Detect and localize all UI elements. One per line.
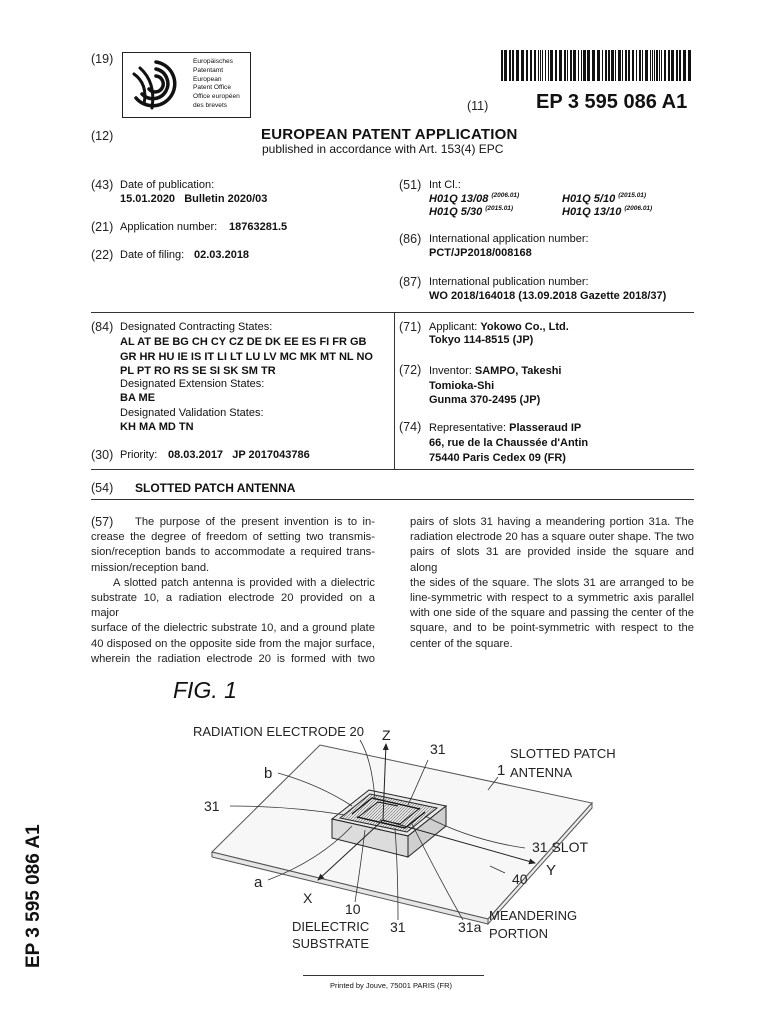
- inid-84: (84): [91, 320, 114, 334]
- designated-states-value: AL AT BE BG CH CY CZ DE DK EE ES FI FR GB GR HR HU IE IS IT LI LT LU LV MC MK MT NL NO PL PT RO RS SE SI SK SM TR: [120, 336, 373, 377]
- document-subtitle: published in accordance with Art. 153(4) EPC: [262, 142, 504, 156]
- inid-12: (12): [91, 129, 114, 143]
- extension-states-value: BA ME: [120, 392, 156, 404]
- footer-divider: [303, 975, 484, 976]
- logo-text-1: Europäisches: [193, 58, 233, 65]
- document-type: EUROPEAN PATENT APPLICATION: [261, 126, 518, 143]
- inid-19: (19): [91, 52, 114, 66]
- ipc-code-4: H01Q 13/10 $^{(2006.01)}$: [562, 205, 653, 218]
- label-40: 40: [512, 871, 528, 887]
- inid-71: (71): [399, 320, 422, 334]
- label-antenna: ANTENNA: [510, 765, 573, 780]
- label-y: Y: [546, 862, 557, 879]
- intl-publication-label: International publication number:: [429, 276, 589, 288]
- ipc-code-2: H01Q 5/10 $^{(2015.01)}$: [562, 192, 647, 205]
- inid-11: (11): [467, 99, 489, 113]
- logo-text-2: Patentamt: [193, 66, 224, 74]
- priority-value: 08.03.2017 JP 2017043786: [168, 449, 310, 461]
- inid-86: (86): [399, 232, 422, 246]
- label-1: 1: [497, 762, 506, 779]
- inid-22: (22): [91, 248, 114, 262]
- ipc-code-3: H01Q 5/30 $^{(2015.01)}$: [429, 205, 514, 218]
- application-number-value: 18763281.5: [229, 221, 288, 233]
- inid-74: (74): [399, 420, 422, 434]
- abstract-right-column: pairs of slots 31 having a meandering portion 31a. The radiation electrode 20 has a square outer shape. The two pairs of slots 31 are provided inside the square and along the sides of the square. The slots 31 are arranged to be line-symmetric with respect to a symmetric axis parallel with one side of the square and passing the center of the square, and to be point-symmetric with respect to the center of the square.: [410, 516, 694, 650]
- inid-87: (87): [399, 275, 422, 289]
- inventor: Inventor: SAMPO, Takeshi Tomioka-Shi Gunma 370-2495 (JP): [429, 365, 562, 406]
- label-x: X: [303, 890, 313, 906]
- intl-application-value: PCT/JP2018/008168: [429, 247, 532, 259]
- logo-text-4: Patent Office: [193, 84, 231, 92]
- label-portion: PORTION: [489, 926, 548, 941]
- designated-states-label: Designated Contracting States:: [120, 321, 273, 333]
- publication-number: EP 3 595 086 A1: [536, 91, 688, 113]
- label-b: b: [264, 765, 273, 782]
- application-number-label: Application number:: [120, 221, 218, 233]
- label-slotted-patch: SLOTTED PATCH: [510, 746, 616, 761]
- int-cl-label: Int Cl.:: [429, 179, 461, 191]
- applicant: Applicant: Yokowo Co., Ltd. Tokyo 114-8515 (JP): [429, 321, 569, 346]
- representative: Representative: Plasseraud IP 66, rue de la Chaussée d'Antin 75440 Paris Cedex 09 (FR): [429, 422, 589, 464]
- label-radiation-electrode: RADIATION ELECTRODE 20: [193, 724, 364, 739]
- inid-21: (21): [91, 220, 114, 234]
- inid-30: (30): [91, 448, 114, 462]
- side-publication-number: EP 3 595 086 A1: [23, 824, 44, 968]
- invention-title: SLOTTED PATCH ANTENNA: [135, 481, 296, 495]
- publication-date-value: 15.01.2020 Bulletin 2020/03: [120, 193, 268, 205]
- logo-text-6: des brevets: [193, 101, 228, 109]
- filing-date-label: Date of filing:: [120, 249, 185, 261]
- label-31a: 31a: [458, 919, 482, 935]
- inid-57: (57): [91, 515, 114, 529]
- label-dielectric: DIELECTRIC: [292, 919, 370, 934]
- logo-text-5: Office européen: [193, 93, 240, 101]
- inid-43: (43): [91, 178, 114, 192]
- label-31-slot: 31 SLOT: [532, 839, 589, 855]
- label-31-top: 31: [430, 741, 446, 757]
- abstract-left-column: The purpose of the present invention is to in- crease the degree of freedom of setting two transmis- sion/reception bands to accommodate a required trans- mission/reception band. A slotted patch antenna is provided with a dielectric substrate 10, a radiation electrode 20 provided on a major surface of the dielectric substrate 10, and a ground plate 40 disposed on the opposite side from the major surface, wherein the radiation electrode 20 is formed with two: [91, 516, 375, 665]
- extension-states-label: Designated Extension States:: [120, 378, 265, 390]
- inid-54: (54): [91, 481, 114, 495]
- priority-label: Priority:: [120, 449, 158, 461]
- label-meandering: MEANDERING: [489, 908, 578, 923]
- intl-application-label: International application number:: [429, 233, 589, 245]
- publication-date-label: Date of publication:: [120, 179, 215, 191]
- inid-51: (51): [399, 178, 422, 192]
- inid-72: (72): [399, 363, 422, 377]
- validation-states-value: KH MA MD TN: [120, 421, 194, 433]
- figure-title: FIG. 1: [173, 677, 237, 703]
- label-z: Z: [382, 727, 391, 743]
- filing-date-value: 02.03.2018: [194, 249, 250, 261]
- intl-publication-value: WO 2018/164018 (13.09.2018 Gazette 2018/37): [429, 290, 667, 302]
- printer-note: Printed by Jouve, 75001 PARIS (FR): [330, 981, 452, 990]
- label-31-left: 31: [204, 798, 220, 814]
- label-substrate: SUBSTRATE: [292, 936, 370, 951]
- label-31-bottom: 31: [390, 919, 406, 935]
- logo-text-3: European: [193, 75, 222, 83]
- ipc-code-1: H01Q 13/08 $^{(2006.01)}$: [429, 192, 520, 205]
- label-10: 10: [345, 901, 361, 917]
- validation-states-label: Designated Validation States:: [120, 407, 264, 419]
- label-a: a: [254, 874, 263, 891]
